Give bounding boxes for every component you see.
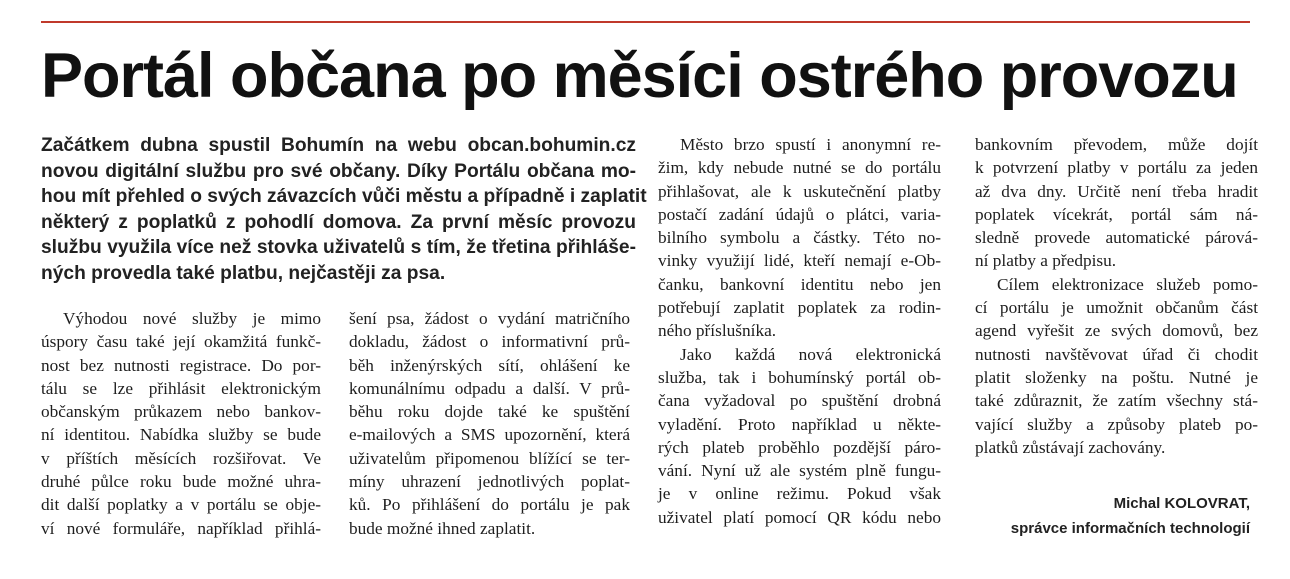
body-line: dokladu, žádost o informativní prů- [349,332,630,352]
lead-line: novou digitální službu pro své občany. Díky Portálu občana mo- [41,160,636,182]
body-line: dit další poplatky a v portálu se obje- [41,495,321,515]
author-role: správce informačních technologií [1010,520,1250,537]
body-line: čana vyžadoval po spuštění drobná [658,391,941,411]
body-column-4 [975,133,1258,459]
body-line: nutnosti navštěvovat úřad či chodit [975,344,1258,364]
lead-line: Začátkem dubna spustil Bohumín na webu obcan.bohumin.cz [41,135,636,156]
body-line: uživatelům připomenou blížící se ter- [349,448,630,468]
body-line: bilního symbolu a částky. Této no- [658,228,941,248]
body-line: ní platby a předpisu. [975,251,1117,271]
body-line: vinky využijí lidé, kteří nemají e-Ob- [658,251,941,271]
lead-line: některý z poplatků z pohodlí domova. Za první měsíc provozu [41,211,636,233]
body-line: platků zůstávají zachovány. [975,437,1166,457]
body-line: občanským průkazem nebo bankov- [41,402,321,422]
body-line: vání. Nyní už ale systém plně fungu- [658,461,941,481]
body-line: ků. Po přihlášení do portálu je pak [349,495,630,515]
article-lead [41,133,647,286]
body-line: nost bez nutnosti registrace. Do por- [41,355,321,375]
lead-line: ných provedla také platbu, nejčastěji za psa. [41,262,446,284]
body-line: postačí zadání údajů o plátci, varia- [658,204,941,224]
body-line: vající služby a způsoby plateb po- [975,414,1258,434]
body-line: bankovním převodem, může dojít [975,135,1258,154]
body-line: v příštích měsících rozšiřovat. Ve [41,448,321,468]
body-line: běhu roku dojde také ke spuštění [349,402,630,422]
body-line: úspory času také její okamžitá funkč- [41,332,321,352]
body-line: vyladění. Proto například u někte- [658,414,941,434]
body-line: sledně provede automatické párová- [975,228,1258,248]
body-line: druhé půlce roku bude možné uhra- [41,472,321,492]
body-line: Výhodou nové služby je mimo [63,309,321,328]
lead-line: službu využila více než stovka uživatelů s tím, že třetina přihláše- [41,237,636,258]
author-name: Michal KOLOVRAT, [1113,495,1250,512]
body-column-1 [41,307,321,540]
body-line: ného příslušníka. [658,321,777,341]
body-line: platit složenky na poštu. Nutné je [975,367,1258,387]
body-line: agend vyřešit ze svých domovů, bez [975,321,1258,341]
body-line: Město brzo spustí i anonymní re- [680,135,941,154]
body-line: Cílem elektronizace služeb pomo- [997,274,1258,294]
body-column-2 [349,307,630,540]
body-line: žim, kdy nebude nutné se do portálu [658,158,941,178]
body-line: přihlašovat, ale k uskutečnění platby [658,181,941,201]
body-line: bude možné ihned zaplatit. [349,518,536,538]
body-line: uživatel platí pomocí QR kódu nebo [658,507,941,527]
body-line: je v online režimu. Pokud však [658,484,941,504]
body-line: ví nové formuláře, například přihlá- [41,518,321,538]
body-line: potřebují zaplatit poplatek za rodin- [658,298,941,318]
body-line: rých plateb proběhlo pozdější páro- [658,437,941,457]
body-line: míny uhrazení jednotlivých poplat- [349,472,630,492]
body-line: šení psa, žádost o vydání matričního [349,309,630,328]
article-headline: Portál občana po měsíci ostrého provozu [41,41,1238,111]
body-line: poplatek vícekrát, portál sám ná- [975,204,1258,224]
body-line: k potvrzení platby v portálu za jeden [975,158,1258,178]
body-line: také zdůraznit, že zatím všechny stá- [975,391,1258,411]
body-line: tálu se lze přihlásit elektronickým [41,378,321,398]
body-line: běh inženýrských sítí, ohlášení ke [349,355,630,375]
body-line: služba, tak i bohumínský portál ob- [658,367,941,387]
body-line: až dva dny. Určitě není třeba hradit [975,181,1258,201]
body-line: komunálnímu odpadu a další. V prů- [349,378,630,398]
lead-line: hou mít přehled o svých závazcích vůči městu a případně i zaplatit [41,186,647,207]
body-column-3 [658,133,941,529]
body-line: ní identitou. Nabídka služby se bude [41,425,321,445]
body-line: cí portálu je umožnit občanům část [975,298,1258,318]
body-line: čanku, bankovní identitu nebo jen [658,274,941,294]
body-line: e-mailových a SMS upozornění, která [349,425,630,445]
body-line: Jako každá nová elektronická [680,344,941,364]
top-rule [41,21,1250,23]
